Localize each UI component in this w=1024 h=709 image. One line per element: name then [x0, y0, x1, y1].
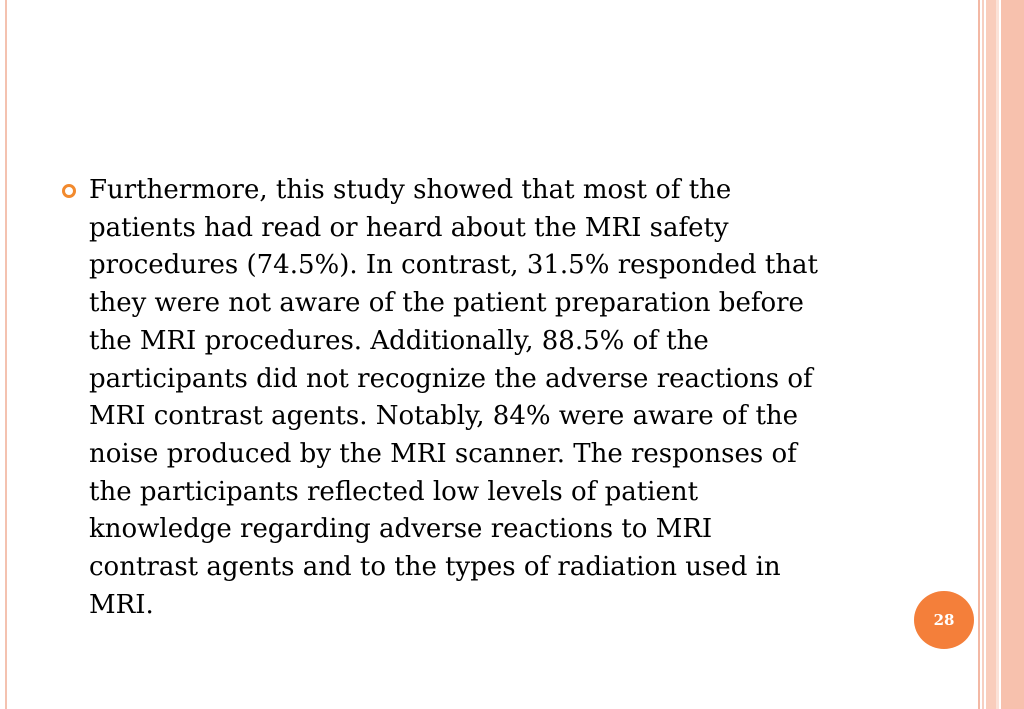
page-number-badge: 28: [914, 591, 974, 649]
hollow-circle-bullet-icon: [62, 184, 76, 198]
border-stripe: [978, 0, 980, 709]
bullet-item: [62, 172, 912, 624]
border-stripe: [996, 0, 999, 709]
border-stripe: [1001, 0, 1024, 709]
left-border-line: [5, 0, 7, 709]
slide-content: [62, 172, 912, 624]
bullet-text: Furthermore, this study showed that most of the patients had read or heard about the MRI safety procedures (74.5%). In contrast, 31.5% responded that they were not aware of the patient preparation before the MRI procedures. Additionally, 88.5% of the participants did not recognize the adverse reactions of MRI contrast agents. Notably, 84% were aware of the noise produced by the MRI scanner. The responses of the participants reflected low levels of patient knowledge regarding adverse reactions to MRI contrast agents and to the types of radiation used in MRI.: [89, 175, 818, 620]
border-stripe: [986, 0, 996, 709]
border-stripe: [982, 0, 984, 709]
right-border-stripes: [978, 0, 1024, 709]
